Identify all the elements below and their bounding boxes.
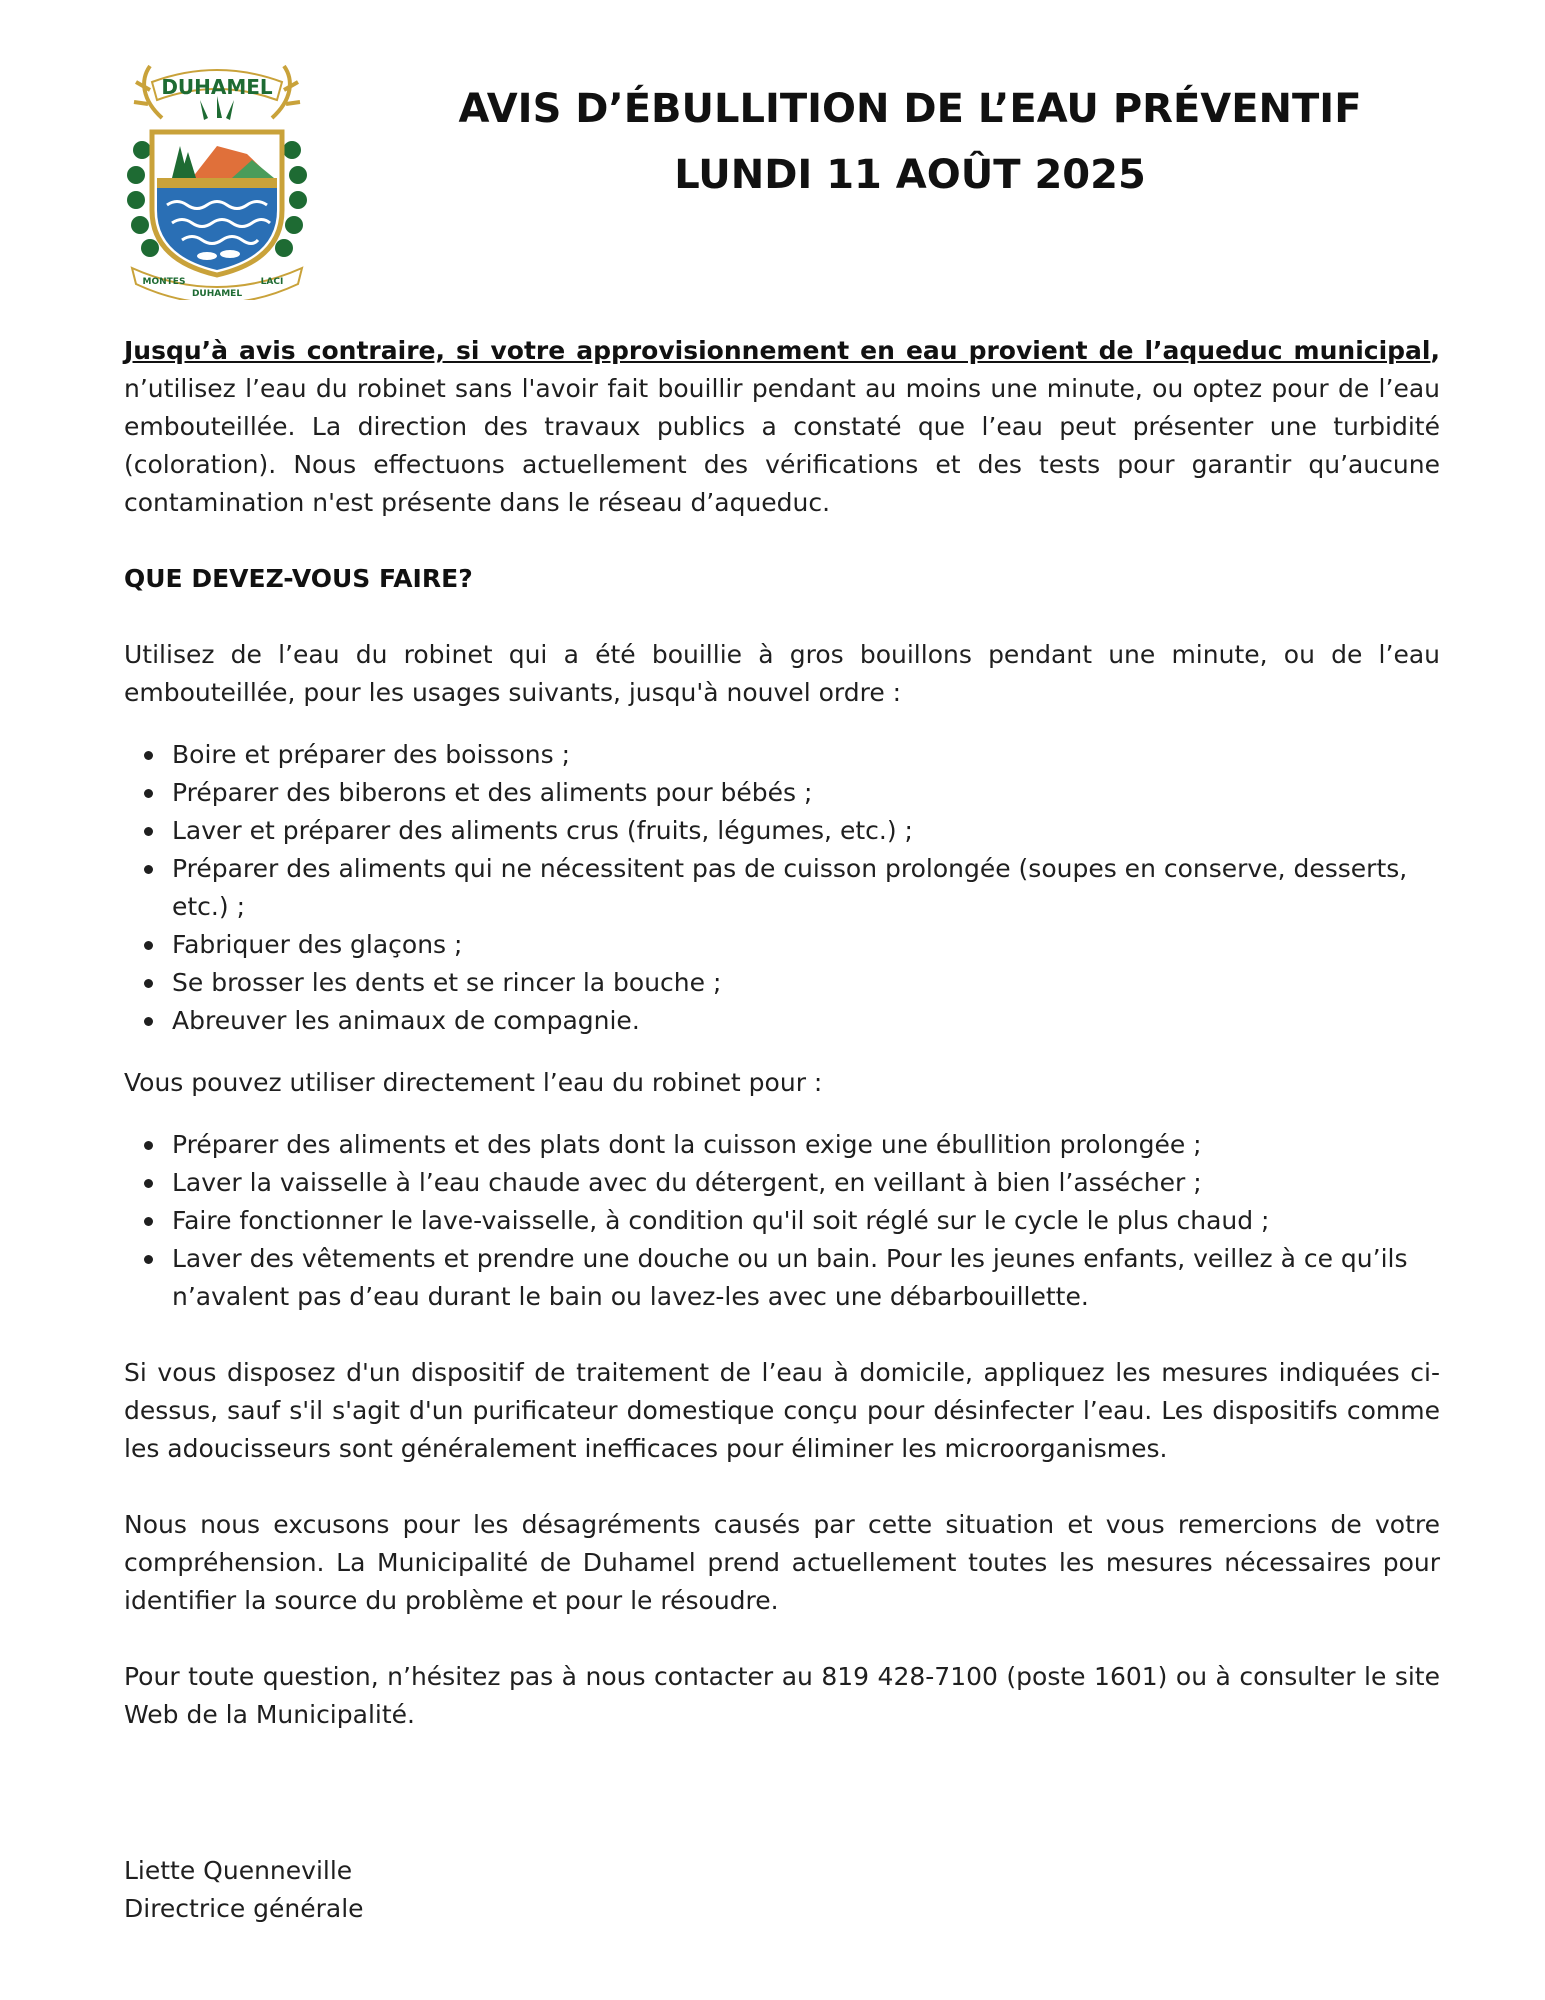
intro-paragraph [124,332,1440,522]
municipal-coat-of-arms-logo [122,60,312,300]
list-item: Préparer des aliments et des plats dont la cuisson exige une ébullition prolongée ; [172,1126,1440,1164]
logo-ribbon-right: LACI [260,277,284,287]
section-heading: QUE DEVEZ-VOUS FAIRE? [124,564,473,593]
logo-ribbon-center: DUHAMEL [191,289,243,299]
intro-lead-punct: , [1430,336,1440,365]
list-item: Se brosser les dents et se rincer la bouche ; [172,964,1440,1002]
title-line-2: LUNDI 11 AOÛT 2025 [674,152,1146,198]
signature [124,1852,364,1928]
list-item: Faire fonctionner le lave-vaisselle, à condition qu'il soit réglé sur le cycle le plus chaud ; [172,1202,1440,1240]
list-item: Préparer des biberons et des aliments pour bébés ; [172,774,1440,812]
direct-list [124,1126,1440,1316]
treatment-paragraph: Si vous disposez d'un dispositif de traitement de l’eau à domicile, appliquez les mesures indiquées ci-dessus, sauf s'il s'agit d'un purificateur domestique conçu pour désinfecter l’eau. Les dispositifs comme les adoucisseurs sont généralement inefficaces pour éliminer les microorganismes. [124,1358,1440,1463]
list-item: Abreuver les animaux de compagnie. [172,1002,1440,1040]
list-item: Laver des vêtements et prendre une douche ou un bain. Pour les jeunes enfants, veillez à ce qu’ils n’avalent pas d’eau durant le bain ou lavez-les avec une débarbouillette. [172,1240,1440,1316]
list-item: Boire et préparer des boissons ; [172,736,1440,774]
notice-title [380,76,1440,208]
list-item: Laver et préparer des aliments crus (fruits, légumes, etc.) ; [172,812,1440,850]
list-item: Préparer des aliments qui ne nécessitent pas de cuisson prolongée (soupes en conserve, desserts, etc.) ; [172,850,1440,926]
apology-paragraph: Nous nous excusons pour les désagréments causés par cette situation et vous remercions de votre compréhension. La Municipalité de Duhamel prend actuellement toutes les mesures nécessaires pour identifier la source du problème et pour le résoudre. [124,1510,1440,1615]
logo-ribbon-left: MONTES [142,277,186,287]
signature-name: Liette Quenneville [124,1856,353,1885]
boiled-intro: Utilisez de l’eau du robinet qui a été bouillie à gros bouillons pendant une minute, ou de l’eau embouteillée, pour les usages suivants, jusqu'à nouvel ordre : [124,640,1440,707]
logo-top-text: DUHAMEL [161,75,273,99]
title-line-1: AVIS D’ÉBULLITION DE L’EAU PRÉVENTIF [458,86,1362,132]
signature-role: Directrice générale [124,1894,364,1923]
list-item: Fabriquer des glaçons ; [172,926,1440,964]
list-item: Laver la vaisselle à l’eau chaude avec du détergent, en veillant à bien l’assécher ; [172,1164,1440,1202]
intro-lead: Jusqu’à avis contraire, si votre approvisionnement en eau provient de l’aqueduc municipal [124,336,1431,365]
contact-paragraph: Pour toute question, n’hésitez pas à nous contacter au 819 428-7100 (poste 1601) ou à consulter le site Web de la Municipalité. [124,1662,1440,1729]
intro-text: n’utilisez l’eau du robinet sans l'avoir fait bouillir pendant au moins une minute, ou optez pour de l’eau embouteillée. La direction des travaux publics a constaté que l’eau peut présenter une turbidité (coloration). Nous effectuons actuellement des vérifications et des tests pour garantir qu’aucune contamination n'est présente dans le réseau d’aqueduc. [124,374,1440,517]
boiled-list [124,736,1440,1040]
notice-body [124,332,1440,1734]
direct-intro: Vous pouvez utiliser directement l’eau du robinet pour : [124,1068,823,1097]
